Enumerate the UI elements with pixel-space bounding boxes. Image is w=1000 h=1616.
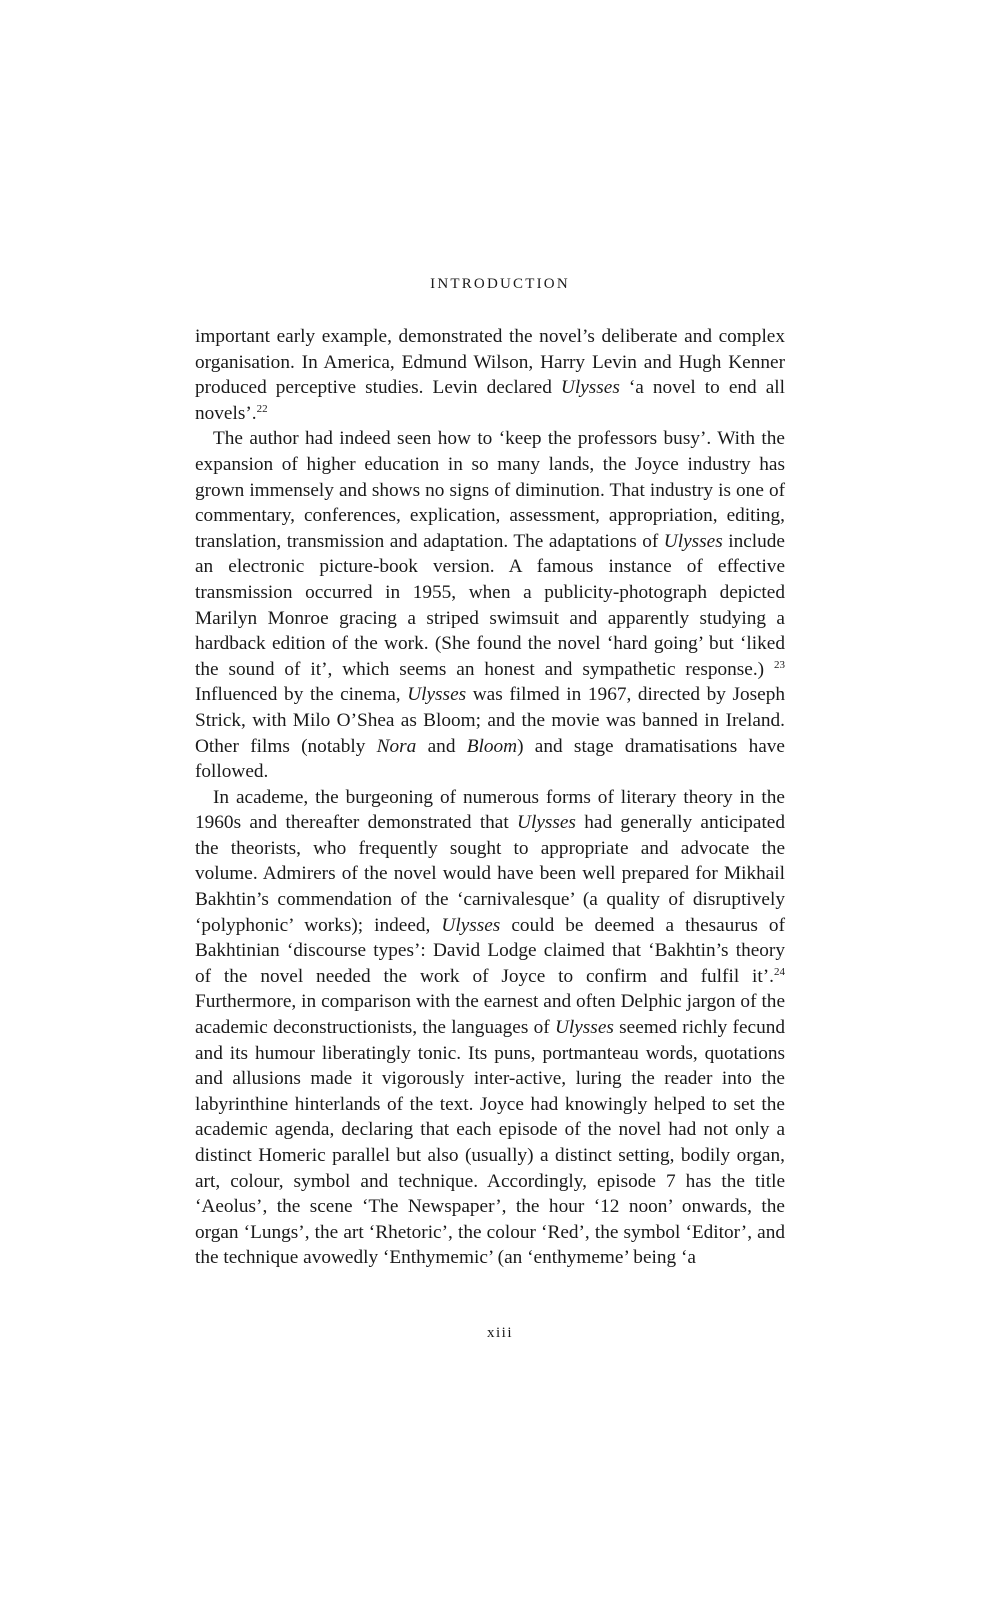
paragraph-2 (195, 426, 785, 784)
body-text (195, 324, 785, 1271)
title-ulysses: Ulysses (441, 914, 501, 936)
paragraph-2-text: include an electronic picture-book version. A famous instance of effective transmission occurred in 1955, when a publicity-photograph depicted Marilyn Monroe gracing a striped swimsuit and apparently studying a hardback edition of the work. (She found the novel ‘hard going’ but ‘liked the sound of it’, which seems an honest and sympathetic response.) (195, 530, 785, 680)
paragraph-3-text: In academe, the burgeoning of numerous forms of literary theory in the 1960s and thereafter demonstrated that (195, 786, 785, 834)
footnote-ref-22: 22 (256, 402, 268, 415)
footnote-ref-24: 24 (774, 965, 785, 978)
title-ulysses: Ulysses (554, 1017, 614, 1039)
footnote-ref-23: 23 (774, 658, 785, 671)
paragraph-3-text: Furthermore, in comparison with the earnest and often Delphic jargon of the academic deconstructionists, the languages of (195, 991, 785, 1039)
title-ulysses: Ulysses (560, 377, 620, 399)
paragraph-1-text-end: ‘a novel to end all novels’. (195, 377, 786, 424)
title-nora: Nora (376, 735, 417, 757)
paragraph-1 (195, 324, 785, 426)
running-head: INTRODUCTION (430, 276, 570, 292)
paragraph-2-text: The author had indeed seen how to ‘keep the professors busy’. With the expansion of higher education in so many lands, the Joyce industry has grown immensely and shows no signs of diminution. That industry is one of commentary, conferences, explication, assessment, appropriation, editing, translation, transmission and adaptation. The adaptations of (195, 428, 785, 552)
paragraph-3-text-end: seemed richly fecund and its humour liberatingly tonic. Its puns, portmanteau words, quotations and allusions made it vigorously inter-active, luring the reader into the labyrinthine hinterlands of the text. Joyce had knowingly helped to set the academic agenda, declaring that each episode of the novel had not only a distinct Homeric parallel but also (usually) a distinct setting, bodily organ, art, colour, symbol and technique. Accordingly, episode 7 has the title ‘Aeolus’, the scene ‘The Newspaper’, the hour ‘12 noon’ onwards, the organ ‘Lungs’, the art ‘Rhetoric’, the colour ‘Red’, the symbol ‘Editor’, and the technique avowedly ‘Enthymemic’ (an ‘enthymeme’ being ‘a (195, 1017, 785, 1269)
page-number: xiii (486, 1325, 513, 1341)
paragraph-2-text-end: ) and stage dramatisations have followed. (195, 735, 785, 783)
title-ulysses: Ulysses (663, 530, 723, 552)
paragraph-1-text: important early example, demonstrated the novel’s deliberate and complex organisation. In America, Edmund Wilson, Harry Levin and Hugh Kenner produced perceptive studies. Levin declared (195, 326, 785, 399)
title-ulysses: Ulysses (517, 812, 576, 834)
paragraph-3-text: had generally anticipated the theorists, who frequently sought to appropriate and advocate the volume. Admirers of the novel would have been well prepared for Mikhail Bakhtin’s commendation of the ‘carnivalesque’ (a quality of disruptively ‘polyphonic’ works); indeed, (195, 812, 785, 936)
paragraph-2-text: and (416, 735, 467, 757)
title-ulysses: Ulysses (407, 684, 467, 706)
title-bloom: Bloom (466, 735, 518, 757)
paragraph-3 (195, 785, 785, 1271)
paragraph-3-text: could be deemed a thesaurus of Bakhtinian ‘discourse types’: David Lodge claimed that ‘Bakhtin’s theory of the novel needed the work of Joyce to confirm and fulfil it’. (195, 914, 785, 987)
paragraph-2-text: Influenced by the cinema, (195, 684, 408, 706)
paragraph-2-text: was filmed in 1967, directed by Joseph Strick, with Milo O’Shea as Bloom; and the movie was banned in Ireland. Other films (notably (195, 684, 785, 757)
